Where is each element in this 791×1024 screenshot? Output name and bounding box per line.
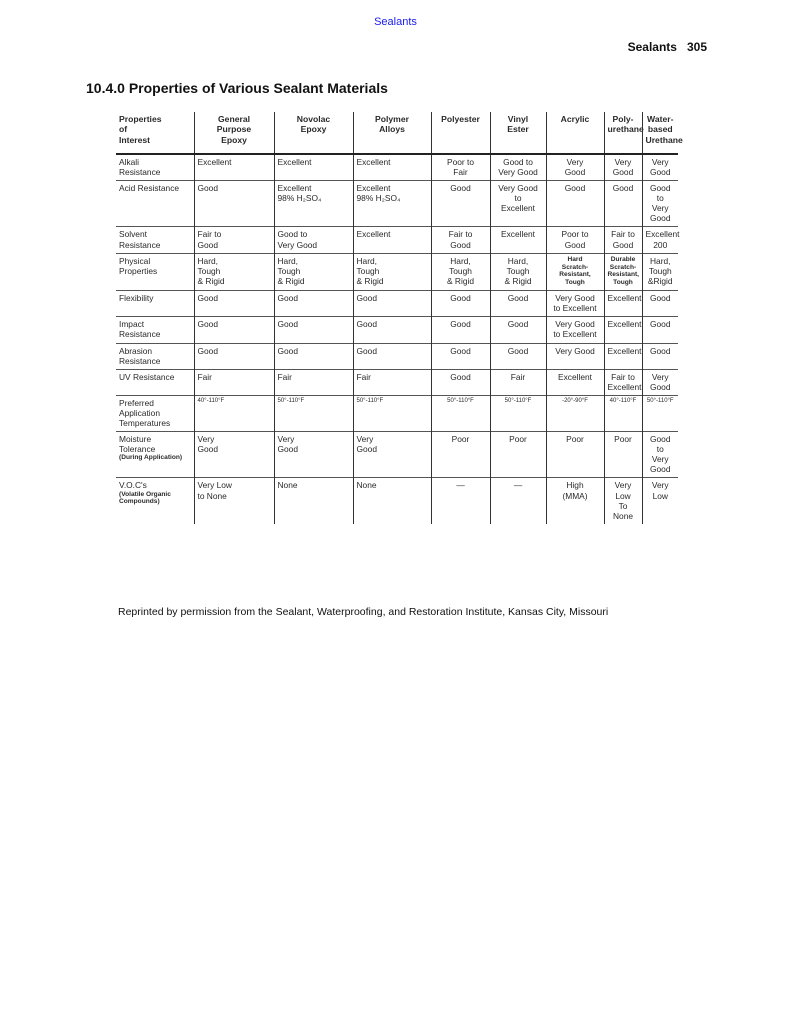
table-cell: Hard, Tough & Rigid bbox=[490, 253, 546, 291]
column-header: Poly- urethane bbox=[604, 112, 642, 154]
table-cell: 50°-110°F bbox=[353, 395, 431, 431]
row-property-label: Physical Properties bbox=[119, 255, 158, 276]
column-header: Polyester bbox=[431, 112, 490, 154]
table-cell: Durable Scratch- Resistant, Tough bbox=[604, 253, 642, 291]
table-row bbox=[116, 478, 678, 524]
table-cell: Poor to Good bbox=[546, 227, 604, 253]
row-property-cell bbox=[116, 369, 194, 395]
table-cell: Very Good bbox=[353, 432, 431, 478]
table-cell: Poor bbox=[490, 432, 546, 478]
column-header: Vinyl Ester bbox=[490, 112, 546, 154]
column-header: General Purpose Epoxy bbox=[194, 112, 274, 154]
table-cell: Hard, Tough & Rigid bbox=[274, 253, 353, 291]
table-cell: Good bbox=[274, 343, 353, 369]
table-body bbox=[116, 154, 678, 524]
table-cell: Good bbox=[490, 343, 546, 369]
table-row bbox=[116, 317, 678, 343]
table-cell: Good bbox=[604, 181, 642, 227]
row-property-cell bbox=[116, 432, 194, 478]
table-cell: Good to Very Good bbox=[490, 154, 546, 181]
table-row bbox=[116, 395, 678, 431]
table-cell: High (MMA) bbox=[546, 478, 604, 524]
column-header: Water- based Urethane bbox=[642, 112, 678, 154]
table-cell: Very Good bbox=[642, 369, 678, 395]
table-cell: Fair to Good bbox=[194, 227, 274, 253]
row-property-label: UV Resistance bbox=[119, 371, 175, 382]
table-cell: Very Low to None bbox=[194, 478, 274, 524]
table-cell: Hard, Tough & Rigid bbox=[353, 253, 431, 291]
table-cell: Good bbox=[274, 317, 353, 343]
column-header-property: Properties of Interest bbox=[119, 114, 162, 145]
table-cell: Good bbox=[642, 343, 678, 369]
table-cell: Very Good bbox=[194, 432, 274, 478]
table-cell: Very Low To None bbox=[604, 478, 642, 524]
table-cell: Hard, Tough & Rigid bbox=[431, 253, 490, 291]
column-header: Novolac Epoxy bbox=[274, 112, 353, 154]
table-cell: Good bbox=[546, 181, 604, 227]
table-cell: Fair bbox=[194, 369, 274, 395]
table-cell: Good bbox=[353, 317, 431, 343]
table-cell: 50°-110°F bbox=[274, 395, 353, 431]
table-cell: Good bbox=[194, 181, 274, 227]
row-property-label: Alkali Resistance bbox=[119, 157, 161, 178]
row-property-label: Acid Resistance bbox=[119, 183, 180, 194]
table-row bbox=[116, 181, 678, 227]
reprint-credit: Reprinted by permission from the Sealant, Waterproofing, and Restoration Institute, Kansas City, Missouri bbox=[118, 606, 609, 618]
row-property-label: Moisture Tolerance bbox=[119, 434, 156, 455]
table-cell: — bbox=[431, 478, 490, 524]
table-cell: Excellent bbox=[604, 291, 642, 317]
table-cell: Good bbox=[642, 291, 678, 317]
row-property-label: Solvent Resistance bbox=[119, 229, 161, 250]
table-cell: Good bbox=[194, 291, 274, 317]
table-cell: Good bbox=[431, 291, 490, 317]
table-header-row bbox=[116, 112, 678, 154]
row-property-label: Preferred Application Temperatures bbox=[119, 397, 171, 429]
row-property-cell bbox=[116, 343, 194, 369]
table-cell: Very Good to Excellent bbox=[546, 317, 604, 343]
table-cell: Fair bbox=[274, 369, 353, 395]
table-cell: — bbox=[490, 478, 546, 524]
table-cell: Very Good bbox=[546, 343, 604, 369]
table-cell: Excellent bbox=[546, 369, 604, 395]
table-cell: Good bbox=[431, 369, 490, 395]
running-header bbox=[628, 40, 707, 54]
table-cell: Excellent bbox=[353, 154, 431, 181]
row-property-label: V.O.C's bbox=[119, 480, 147, 491]
row-property-note: (During Application) bbox=[119, 454, 183, 462]
table-cell: -20°-90°F bbox=[546, 395, 604, 431]
table-cell: Poor bbox=[431, 432, 490, 478]
table-cell: Very Good bbox=[274, 432, 353, 478]
table-row bbox=[116, 227, 678, 253]
row-property-cell bbox=[116, 478, 194, 524]
table-cell: Excellent bbox=[353, 227, 431, 253]
table-cell: 50°-110°F bbox=[642, 395, 678, 431]
table-cell: 40°-110°F bbox=[604, 395, 642, 431]
table-cell: Excellent bbox=[490, 227, 546, 253]
table-cell: Fair to Good bbox=[604, 227, 642, 253]
row-property-cell bbox=[116, 395, 194, 431]
table-cell: Good bbox=[353, 291, 431, 317]
table-row bbox=[116, 343, 678, 369]
row-property-label: Flexibility bbox=[119, 293, 154, 304]
table-cell: Very Good to Excellent bbox=[546, 291, 604, 317]
row-property-note: (Volatile Organic Compounds) bbox=[119, 490, 171, 506]
table-cell: Good bbox=[274, 291, 353, 317]
table-cell: 40°-110°F bbox=[194, 395, 274, 431]
page-number: 305 bbox=[686, 40, 707, 54]
table-cell: Good bbox=[353, 343, 431, 369]
table-cell: Good to Very Good bbox=[274, 227, 353, 253]
table-cell: Good bbox=[490, 317, 546, 343]
table-cell: Good to Very Good bbox=[642, 432, 678, 478]
row-property-cell bbox=[116, 317, 194, 343]
table-cell: None bbox=[353, 478, 431, 524]
row-property-cell bbox=[116, 291, 194, 317]
table-cell: Excellent bbox=[604, 317, 642, 343]
table-cell: Hard, Tough &Rigid bbox=[642, 253, 678, 291]
table-cell: Fair bbox=[353, 369, 431, 395]
row-property-cell bbox=[116, 154, 194, 181]
table-row bbox=[116, 154, 678, 181]
table-cell: None bbox=[274, 478, 353, 524]
table-cell: Excellent bbox=[274, 154, 353, 181]
sealant-properties-table bbox=[116, 112, 683, 524]
table-cell: Hard, Tough & Rigid bbox=[194, 253, 274, 291]
section-title: 10.4.0 Properties of Various Sealant Materials bbox=[86, 80, 388, 96]
table-cell: Fair to Excellent bbox=[604, 369, 642, 395]
table-cell: Very Good bbox=[642, 154, 678, 181]
row-property-cell bbox=[116, 253, 194, 291]
table-cell: Good bbox=[194, 317, 274, 343]
table-cell: Fair bbox=[490, 369, 546, 395]
table-cell: Excellent 98% H₂SO₄ bbox=[274, 181, 353, 227]
table-cell: Very Good bbox=[604, 154, 642, 181]
running-title: Sealants bbox=[627, 40, 677, 54]
table-cell: Poor bbox=[546, 432, 604, 478]
header-link-sealants[interactable]: Sealants bbox=[374, 16, 417, 28]
table-cell: Good bbox=[431, 317, 490, 343]
table-row bbox=[116, 291, 678, 317]
table-cell: Good bbox=[431, 181, 490, 227]
table-cell: Fair to Good bbox=[431, 227, 490, 253]
table-cell: Poor bbox=[604, 432, 642, 478]
table-cell: Poor to Fair bbox=[431, 154, 490, 181]
table-row bbox=[116, 253, 678, 291]
table-cell: Very Good to Excellent bbox=[490, 181, 546, 227]
row-property-cell bbox=[116, 227, 194, 253]
table-cell: Good to Very Good bbox=[642, 181, 678, 227]
table-cell: Very Low bbox=[642, 478, 678, 524]
table-cell: Good bbox=[431, 343, 490, 369]
table-cell: Excellent 98% H₂SO₄ bbox=[353, 181, 431, 227]
table-cell: Excellent bbox=[194, 154, 274, 181]
row-property-label: Abrasion Resistance bbox=[119, 345, 161, 366]
table-cell: Very Good bbox=[546, 154, 604, 181]
table-row bbox=[116, 369, 678, 395]
table-cell: Excellent 200 bbox=[642, 227, 678, 253]
table-cell: Good bbox=[194, 343, 274, 369]
column-header: Polymer Alloys bbox=[353, 112, 431, 154]
row-property-label: Impact Resistance bbox=[119, 319, 161, 340]
column-header: Acrylic bbox=[546, 112, 604, 154]
table-cell: 50°-110°F bbox=[431, 395, 490, 431]
properties-table-container bbox=[116, 112, 683, 524]
table-row bbox=[116, 432, 678, 478]
table-cell: 50°-110°F bbox=[490, 395, 546, 431]
table-cell: Hard Scratch- Resistant, Tough bbox=[546, 253, 604, 291]
table-cell: Good bbox=[642, 317, 678, 343]
row-property-cell bbox=[116, 181, 194, 227]
table-cell: Excellent bbox=[604, 343, 642, 369]
table-cell: Good bbox=[490, 291, 546, 317]
